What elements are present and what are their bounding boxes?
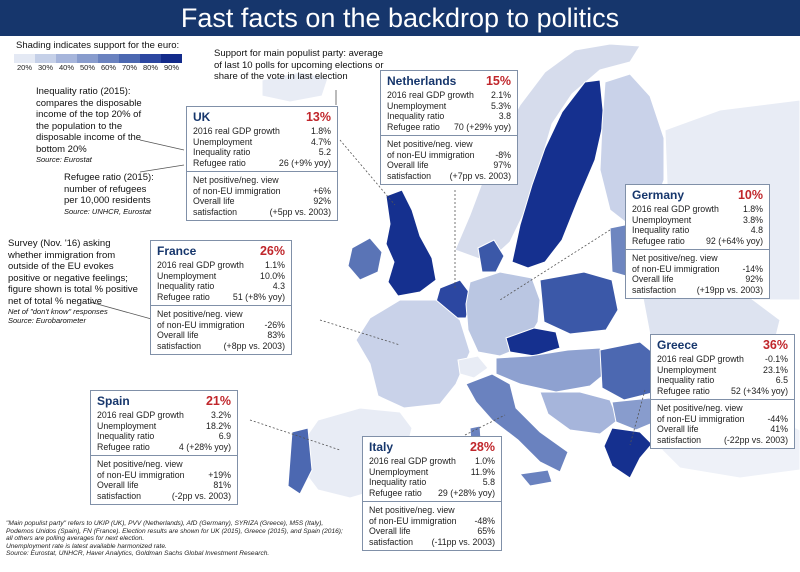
ref-value: 52 (+34% yoy)	[731, 385, 788, 396]
footer-line: all others are polling averages for next election.	[6, 535, 145, 543]
unemp-label: Unemployment	[97, 420, 157, 431]
unemp-value: 11.9%	[470, 466, 495, 477]
country-name: Netherlands	[387, 74, 457, 88]
legend-label: 80%	[142, 63, 158, 72]
populist-pct: 10%	[737, 188, 763, 202]
net-label: Net positive/neg. view	[157, 309, 243, 319]
ineq-label: Inequality ratio	[387, 111, 445, 121]
survey-source: Source: Eurobarometer	[8, 316, 86, 325]
net-label: Net positive/neg. view	[657, 403, 743, 413]
legend-item	[98, 54, 119, 72]
life-label-2: satisfaction	[632, 284, 677, 295]
legend-item	[140, 54, 161, 72]
net-label: Net positive/neg. view	[97, 459, 183, 469]
life-label-2: satisfaction	[657, 434, 702, 445]
card-greece	[650, 334, 795, 449]
country-name: Spain	[97, 394, 130, 408]
populist-note: Support for main populist party: average of last 10 polls for upcoming elections or share of the vote in last election	[214, 48, 384, 82]
net-label-2: of non-EU immigration	[157, 319, 245, 330]
refugee-note	[64, 172, 154, 216]
life-label-2: satisfaction	[369, 536, 414, 547]
legend-item	[161, 54, 182, 72]
populist-pct: 13%	[305, 110, 331, 124]
legend-label: 60%	[100, 63, 116, 72]
life-value: 41%	[770, 424, 788, 434]
life-change: (-11pp vs. 2003)	[431, 536, 495, 547]
net-value: -48%	[474, 515, 495, 526]
legend-swatch	[14, 54, 35, 63]
legend-swatch	[140, 54, 161, 63]
life-label-2: satisfaction	[193, 206, 238, 217]
footer-line: Unemployment rate is latest available harmonized rate.	[6, 542, 167, 550]
ineq-value: 4.8	[750, 225, 763, 235]
legend-swatch	[77, 54, 98, 63]
life-value: 65%	[477, 526, 495, 536]
life-change: (-22pp vs. 2003)	[723, 434, 788, 445]
legend-swatch	[35, 54, 56, 63]
legend-title: Shading indicates support for the euro:	[16, 40, 180, 51]
ref-label: Refugee ratio	[387, 121, 440, 132]
net-value: +19%	[208, 469, 231, 480]
refugee-source: Source: UNHCR, Eurostat	[64, 206, 152, 216]
gdp-label: 2016 real GDP growth	[387, 90, 474, 100]
footer-notes	[6, 520, 366, 558]
country-name: UK	[193, 110, 211, 124]
populist-pct: 21%	[205, 394, 231, 408]
life-value: 81%	[213, 480, 231, 490]
net-value: -44%	[767, 413, 788, 424]
survey-sub: Net of "don't know" responses	[8, 307, 108, 316]
legend-item	[56, 54, 77, 72]
legend-label: 40%	[58, 63, 74, 72]
unemp-value: 18.2%	[206, 420, 231, 431]
country-name: France	[157, 244, 197, 258]
footer-line: "Main populist party" refers to UKIP (UK), PVV (Netherlands), AfD (Germany), SYRIZA (Greece), M5S (Italy),	[6, 520, 324, 527]
card-uk	[186, 106, 338, 221]
unemp-label: Unemployment	[157, 270, 217, 281]
refugee-note-text: Refugee ratio (2015): number of refugees per 10,000 residents	[64, 172, 154, 206]
gdp-label: 2016 real GDP growth	[369, 456, 456, 466]
unemp-label: Unemployment	[632, 214, 692, 225]
gdp-label: 2016 real GDP growth	[632, 204, 719, 214]
legend-item	[119, 54, 140, 72]
unemp-value: 23.1%	[763, 364, 788, 375]
ineq-value: 4.3	[272, 281, 285, 291]
life-label: Overall life	[632, 274, 674, 284]
ineq-value: 6.9	[218, 431, 231, 441]
card-spain	[90, 390, 238, 505]
country-name: Germany	[632, 188, 685, 202]
unemp-value: 5.3%	[490, 100, 511, 111]
life-change: (-2pp vs. 2003)	[171, 490, 231, 501]
life-label: Overall life	[387, 160, 429, 170]
net-value: -26%	[264, 319, 285, 330]
net-label: Net positive/neg. view	[632, 253, 718, 263]
legend-label: 50%	[79, 63, 95, 72]
net-label-2: of non-EU immigration	[193, 185, 281, 196]
life-label-2: satisfaction	[387, 170, 432, 181]
life-value: 97%	[493, 160, 511, 170]
legend-swatch	[98, 54, 119, 63]
legend-item	[14, 54, 35, 72]
net-label-2: of non-EU immigration	[369, 515, 457, 526]
page-title: Fast facts on the backdrop to politics	[180, 3, 620, 33]
life-label: Overall life	[157, 330, 199, 340]
gdp-label: 2016 real GDP growth	[193, 126, 280, 136]
ineq-value: 5.2	[318, 147, 331, 157]
legend	[14, 54, 182, 72]
life-label: Overall life	[97, 480, 139, 490]
ref-label: Refugee ratio	[157, 291, 210, 302]
gdp-label: 2016 real GDP growth	[657, 354, 744, 364]
life-value: 92%	[745, 274, 763, 284]
gdp-label: 2016 real GDP growth	[97, 410, 184, 420]
legend-swatch	[161, 54, 182, 63]
net-label: Net positive/neg. view	[369, 505, 455, 515]
life-change: (+8pp vs. 2003)	[223, 340, 285, 351]
net-label: Net positive/neg. view	[387, 139, 473, 149]
ineq-value: 5.8	[482, 477, 495, 487]
inequality-note-text: Inequality ratio (2015): compares the disposable income of the top 20% of the population to the disposable income of the bottom 20%	[36, 86, 142, 155]
card-germany	[625, 184, 770, 299]
unemp-label: Unemployment	[193, 136, 253, 147]
net-value: -8%	[495, 149, 511, 160]
ref-value: 4 (+28% yoy)	[178, 441, 231, 452]
ineq-label: Inequality ratio	[369, 477, 427, 487]
title-bar	[0, 0, 800, 36]
life-change: (+19pp vs. 2003)	[696, 284, 763, 295]
inequality-source: Source: Eurostat	[36, 155, 92, 164]
ref-value: 70 (+29% yoy)	[454, 121, 511, 132]
gdp-value: -0.1%	[765, 354, 788, 364]
ineq-label: Inequality ratio	[657, 375, 715, 385]
gdp-value: 2.1%	[490, 90, 511, 100]
gdp-label: 2016 real GDP growth	[157, 260, 244, 270]
populist-pct: 15%	[485, 74, 511, 88]
populist-pct: 36%	[762, 338, 788, 352]
ref-value: 26 (+9% yoy)	[278, 157, 331, 168]
inequality-note	[36, 86, 146, 164]
legend-swatch	[119, 54, 140, 63]
gdp-value: 1.8%	[310, 126, 331, 136]
life-label: Overall life	[369, 526, 411, 536]
legend-label: 30%	[37, 63, 53, 72]
populist-pct: 26%	[259, 244, 285, 258]
net-label-2: of non-EU immigration	[387, 149, 475, 160]
ref-label: Refugee ratio	[97, 441, 150, 452]
legend-label: 20%	[16, 63, 32, 72]
ineq-label: Inequality ratio	[632, 225, 690, 235]
card-netherlands	[380, 70, 518, 185]
life-change: (+7pp vs. 2003)	[449, 170, 511, 181]
ineq-label: Inequality ratio	[193, 147, 251, 157]
legend-label: 70%	[121, 63, 137, 72]
footer-line: Source: Eurostat, UNHCR, Haver Analytics, Goldman Sachs Global Investment Research.	[6, 550, 270, 558]
country-name: Italy	[369, 440, 394, 454]
net-label-2: of non-EU immigration	[632, 263, 720, 274]
net-value: -14%	[742, 263, 763, 274]
legend-item	[77, 54, 98, 72]
survey-note-text: Survey (Nov. '16) asking whether immigration from outside of the EU evokes positive or negative feelings; figure shown is total % positive net of total % negative	[8, 238, 138, 307]
life-label-2: satisfaction	[157, 340, 202, 351]
life-value: 83%	[267, 330, 285, 340]
footer-line: Podemos Unidos (Spain), FN (France). Election results are shown for UK (2015), Greece (2015), and Spain (2016);	[6, 527, 343, 535]
unemp-label: Unemployment	[387, 100, 447, 111]
gdp-value: 1.0%	[474, 456, 495, 466]
ref-label: Refugee ratio	[657, 385, 710, 396]
legend-swatch	[56, 54, 77, 63]
populist-pct: 28%	[469, 440, 495, 454]
legend-label: 90%	[163, 63, 179, 72]
life-value: 92%	[313, 196, 331, 206]
life-label: Overall life	[193, 196, 235, 206]
net-label-2: of non-EU immigration	[97, 469, 185, 480]
ref-label: Refugee ratio	[632, 235, 685, 246]
gdp-value: 1.8%	[742, 204, 763, 214]
poland-shape	[540, 272, 618, 334]
legend-item	[35, 54, 56, 72]
net-label: Net positive/neg. view	[193, 175, 279, 185]
ineq-value: 6.5	[775, 375, 788, 385]
survey-note	[8, 238, 142, 325]
card-italy	[362, 436, 502, 551]
card-france	[150, 240, 292, 355]
ineq-label: Inequality ratio	[97, 431, 155, 441]
unemp-label: Unemployment	[369, 466, 429, 477]
gdp-value: 3.2%	[210, 410, 231, 420]
net-label-2: of non-EU immigration	[657, 413, 745, 424]
unemp-label: Unemployment	[657, 364, 717, 375]
ref-value: 29 (+28% yoy)	[438, 487, 495, 498]
life-change: (+5pp vs. 2003)	[269, 206, 331, 217]
ineq-label: Inequality ratio	[157, 281, 215, 291]
ref-value: 92 (+64% yoy)	[706, 235, 763, 246]
unemp-value: 4.7%	[310, 136, 331, 147]
life-label: Overall life	[657, 424, 699, 434]
ref-label: Refugee ratio	[369, 487, 422, 498]
country-name: Greece	[657, 338, 698, 352]
net-value: +6%	[313, 185, 331, 196]
ineq-value: 3.8	[498, 111, 511, 121]
ref-value: 51 (+8% yoy)	[232, 291, 285, 302]
ref-label: Refugee ratio	[193, 157, 246, 168]
unemp-value: 10.0%	[260, 270, 285, 281]
gdp-value: 1.1%	[264, 260, 285, 270]
unemp-value: 3.8%	[742, 214, 763, 225]
life-label-2: satisfaction	[97, 490, 142, 501]
